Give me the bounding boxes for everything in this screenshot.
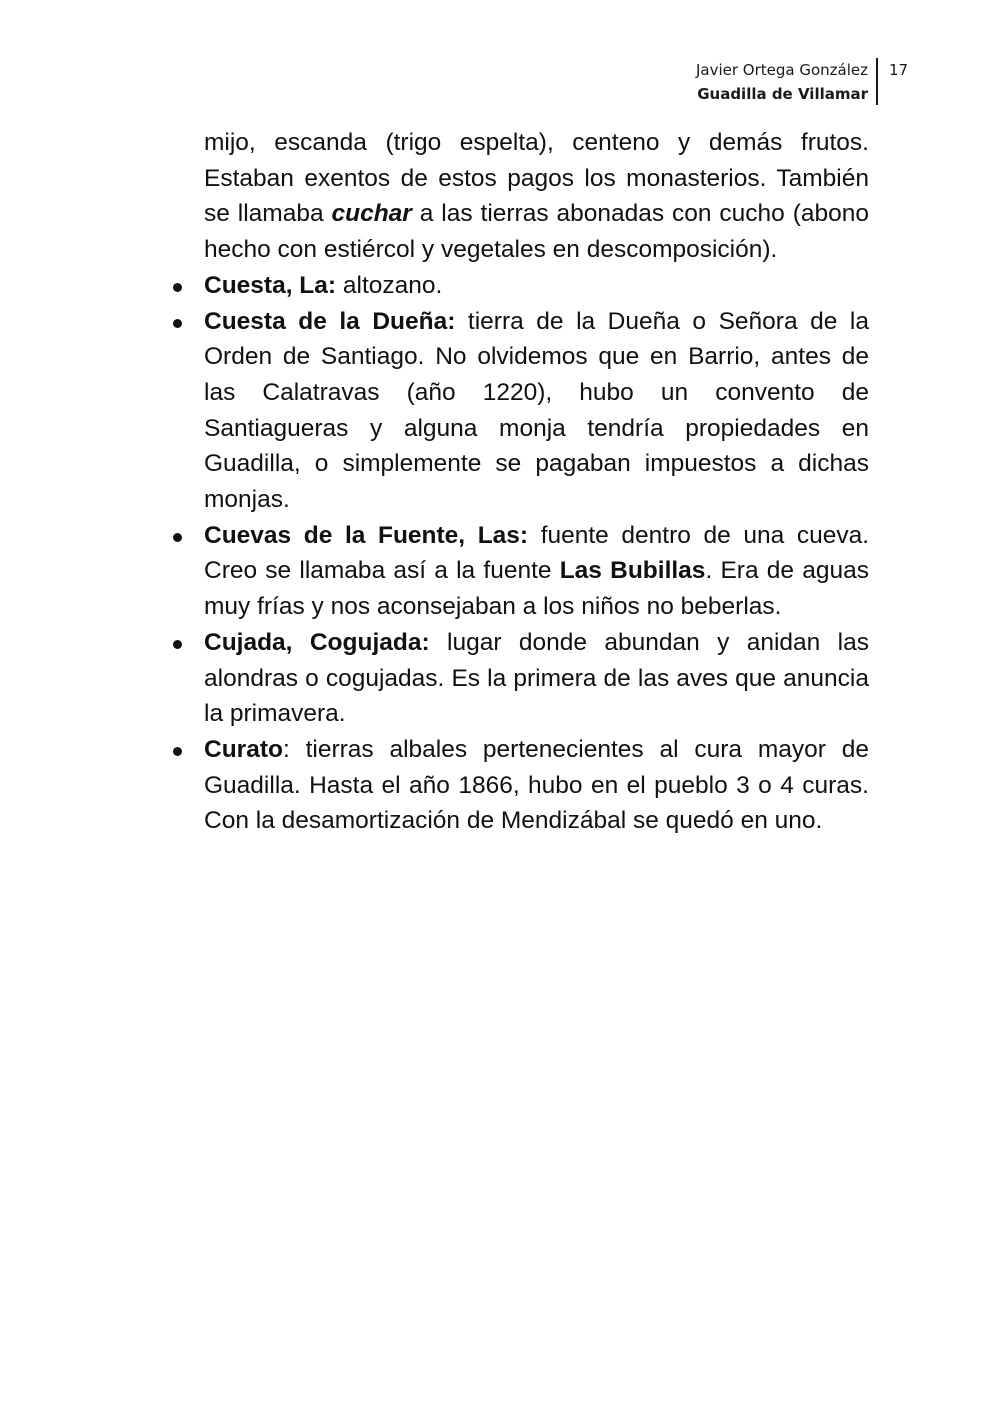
entry-definition: fuente dentro de una cueva. Creo se llamaba así a la fuente [204,521,870,585]
entry-term: Cuevas de la Fuente, Las: [204,521,529,549]
intro-text-end: a las tierras abonadas con cucho (abono hecho con estiércol y vegetales en descomposición). [204,200,869,264]
list-item [204,518,869,625]
list-item [204,732,869,839]
list-item [204,268,869,304]
header-title: Guadilla de Villamar [697,85,868,103]
entry-definition: altozano. [336,271,443,299]
entry-term: Curato [204,735,283,763]
entry-definition: tierra de la Dueña o Señora de la Orden de Santiago. No olvidemos que en Barrio, antes de las Calatravas (año 1220), hubo un convento de Santiagueras y alguna monja tendría propiedades en Guadilla, o simplemente se pagaban impuestos a dichas monjas. [204,307,869,514]
entry-term: Cuesta de la Dueña: [204,307,456,335]
bullet-icon [173,640,182,649]
header-divider [876,58,878,105]
running-header [696,58,868,106]
header-author: Javier Ortega González [695,61,868,79]
entry-term: Cujada, Cogujada: [204,628,430,656]
intro-term: cuchar [331,200,412,228]
entry-definition: lugar donde abundan y anidan las alondras o cogujadas. Es la primera de las aves que anuncia la primavera. [204,628,869,728]
bullet-icon [173,533,182,542]
bullet-icon [173,319,182,328]
entry-term: Cuesta, La: [204,271,337,299]
bullet-icon [173,747,182,756]
entry-term-inline: Las Bubillas [559,557,706,585]
body-text [204,125,869,839]
list-item [204,304,869,518]
entry-definition: : tierras albales pertenecientes al cura mayor de Guadilla. Hasta el año 1866, hubo en el pueblo 3 o 4 curas. Con la desamortización de Mendizábal se quedó en uno. [204,735,869,835]
page-number: 17 [889,61,909,79]
list-item [204,625,869,732]
bullet-icon [173,283,182,292]
intro-text-start: mijo, escanda (trigo espelta), centeno y demás frutos. Estaban exentos de estos pagos los monasterios. También se llamaba [204,129,869,228]
intro-paragraph [204,125,869,268]
entry-definition-end: . Era de aguas muy frías y nos aconsejaban a los niños no beberlas. [204,557,870,621]
